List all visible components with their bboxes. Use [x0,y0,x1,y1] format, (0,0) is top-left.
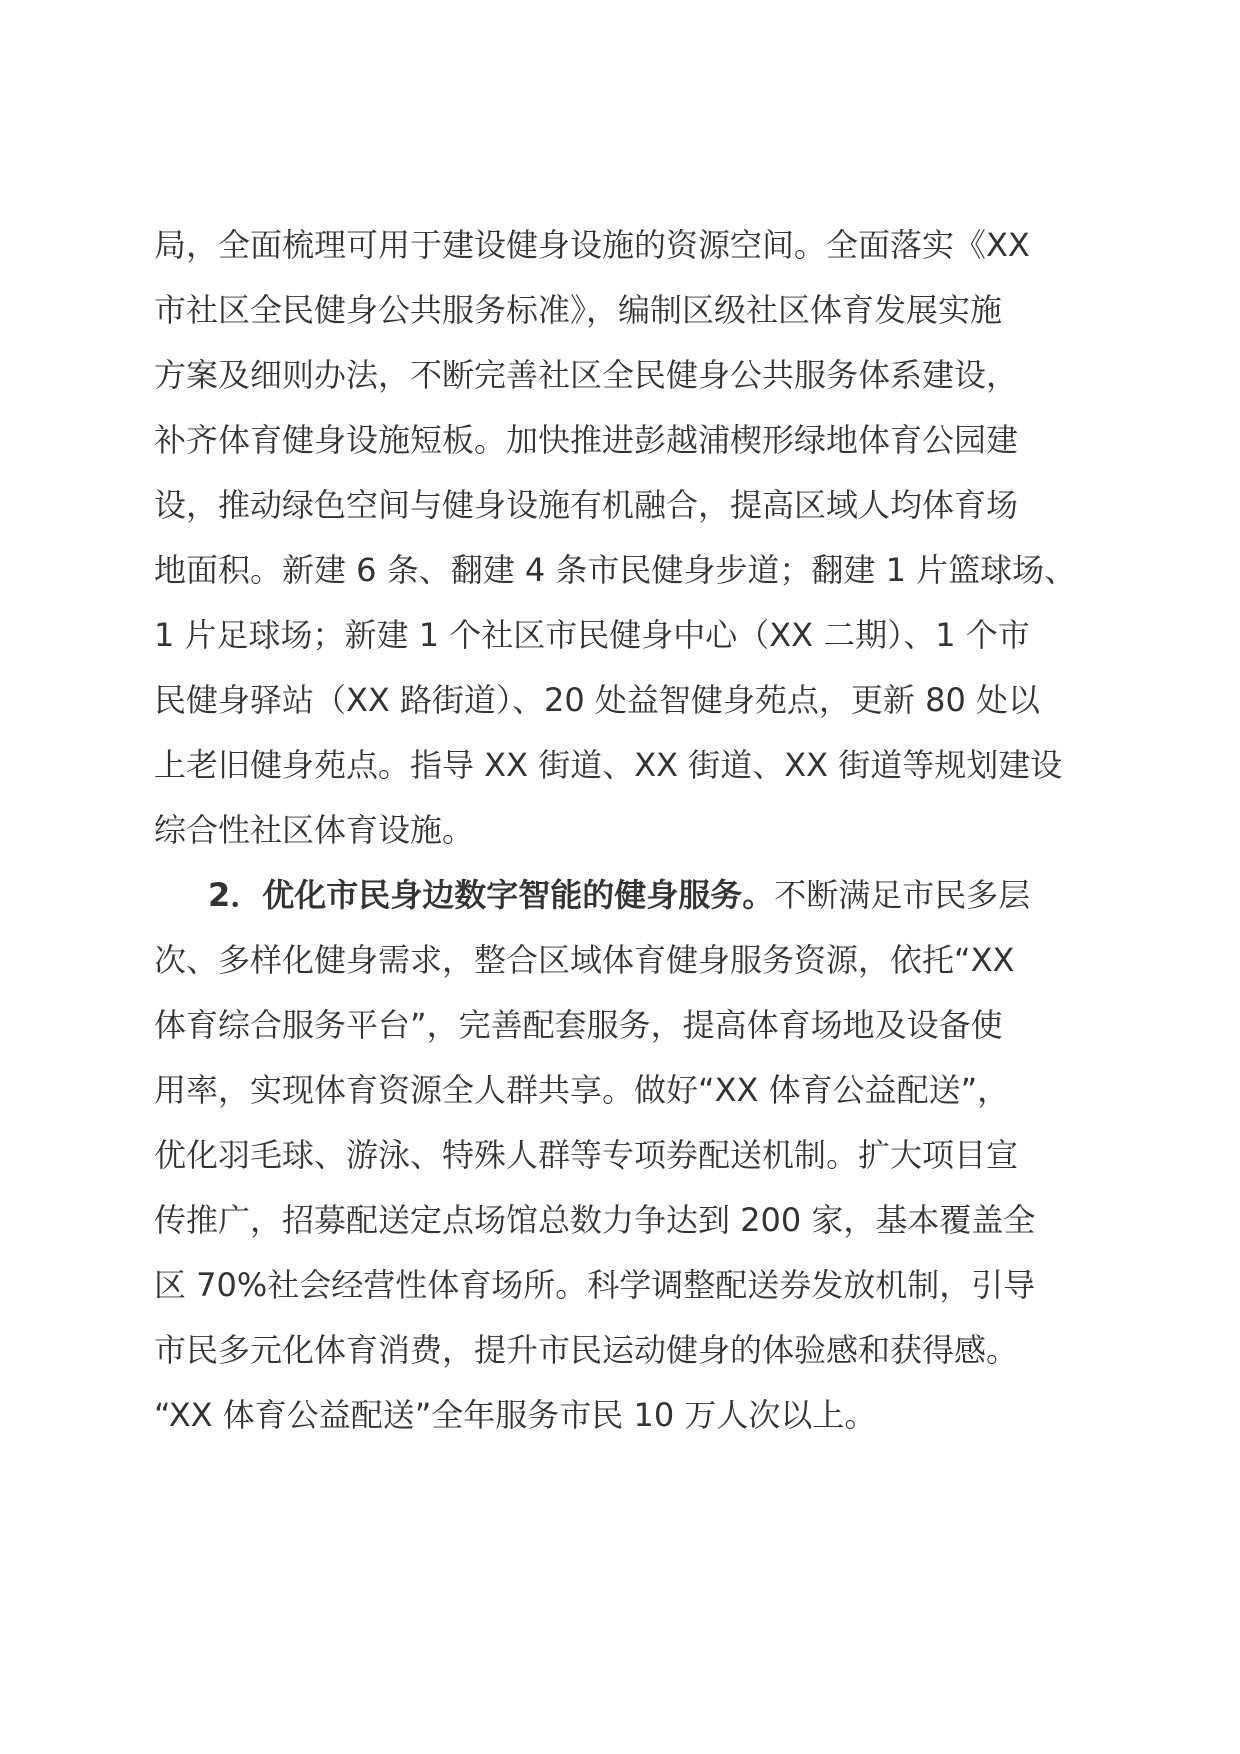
text-line: 1 片足球场；新建 1 个社区市民健身中心（XX 二期）、1 个市 [154,616,1030,654]
text-line: 方案及细则办法，不断完善社区全民健身公共服务体系建设， [154,356,1019,394]
text-line: 上老旧健身苑点。指导 XX 街道、XX 街道、XX 街道等规划建设 [154,746,1063,784]
text-line: “XX 体育公益配送”全年服务市民 10 万人次以上。 [154,1396,877,1434]
text-line: 局，全面梳理可用于建设健身设施的资源空间。全面落实《XX [154,226,1030,264]
text-line: 次、多样化健身需求，整合区域体育健身服务资源，依托“XX [154,941,1015,979]
text-line: 用率，实现体育资源全人群共享。做好“XX 体育公益配送”， [154,1071,1010,1109]
text-line: 区 70%社会经营性体育场所。科学调整配送券发放机制，引导 [154,1266,1036,1304]
text-line: 体育综合服务平台”，完善配套服务，提高体育场地及设备使 [154,1006,1003,1044]
section-heading: 2．优化市民身边数字智能的健身服务。 [208,876,775,914]
paragraph-facilities [154,213,1094,863]
text-line: 民健身驿站（XX 路街道）、20 处益智健身苑点，更新 80 处以 [154,681,1040,719]
text-line: 补齐体育健身设施短板。加快推进彭越浦楔形绿地体育公园建 [154,421,1019,459]
text-line: 优化羽毛球、游泳、特殊人群等专项券配送机制。扩大项目宣 [154,1136,1019,1174]
text-line: 地面积。新建 6 条、翻建 4 条市民健身步道；翻建 1 片篮球场、 [154,551,1077,589]
text-line: 传推广，招募配送定点场馆总数力争达到 200 家，基本覆盖全 [154,1201,1036,1239]
paragraph-digital-services [154,863,1094,1448]
heading-continuation: 不断满足市民多层 [774,876,1031,914]
text-line: 市民多元化体育消费，提升市民运动健身的体验感和获得感。 [154,1331,1019,1369]
text-line: 设，推动绿色空间与健身设施有机融合，提高区域人均体育场 [154,486,1019,524]
text-line: 综合性社区体育设施。 [154,811,475,849]
text-line: 市社区全民健身公共服务标准》，编制区级社区体育发展实施 [154,291,1003,329]
paragraph-first-line [154,863,1094,928]
